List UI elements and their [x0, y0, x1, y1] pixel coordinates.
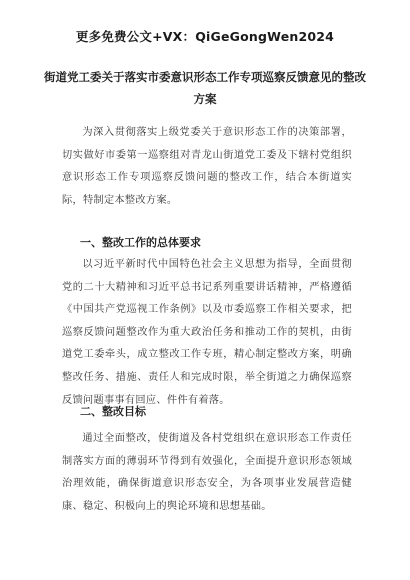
section-heading-goals: 二、整改目标 — [80, 405, 146, 418]
section-heading-requirements: 一、整改工作的总体要求 — [80, 236, 201, 249]
watermark-header: 更多免费公文+VX：QiGeGongWen2024 — [75, 29, 335, 44]
intro-paragraph: 为深入贯彻落实上级党委关于意识形态工作的决策部署，切实做好市委第一巡察组对青龙山街道党工委及下辖村党组织意识形态工作专项巡察反馈问题的整改工作，结合本街道实际，特制定本整改方案。 — [62, 127, 352, 206]
section-body-goals: 通过全面整改，使街道及各村党组织在意识形态工作责任制落实方面的薄弱环节得到有效强化，全面提升意识形态领域治理效能，确保街道意识形态安全，为各项事业发展营造健康、稳定、积极向上的舆论环境和思想基础。 — [62, 433, 352, 512]
section-body-requirements: 以习近平新时代中国特色社会主义思想为指导，全面贯彻党的二十大精神和习近平总书记系列重要讲话精神，严格遵循《中国共产党巡视工作条例》以及市委巡察工作相关要求，把巡察反馈问题整改作为重大政治任务和推动工作的契机，由街道党工委牵头，成立整改工作专班，精心制定整改方案，明确整改任务、措施、责任人和完成时限，举全街道之力确保巡察反馈问题事事有回应、件件有着落。 — [62, 259, 352, 406]
document-title: 街道党工委关于落实市委意识形态工作专项巡察反馈意见的整改方案 — [44, 70, 366, 106]
